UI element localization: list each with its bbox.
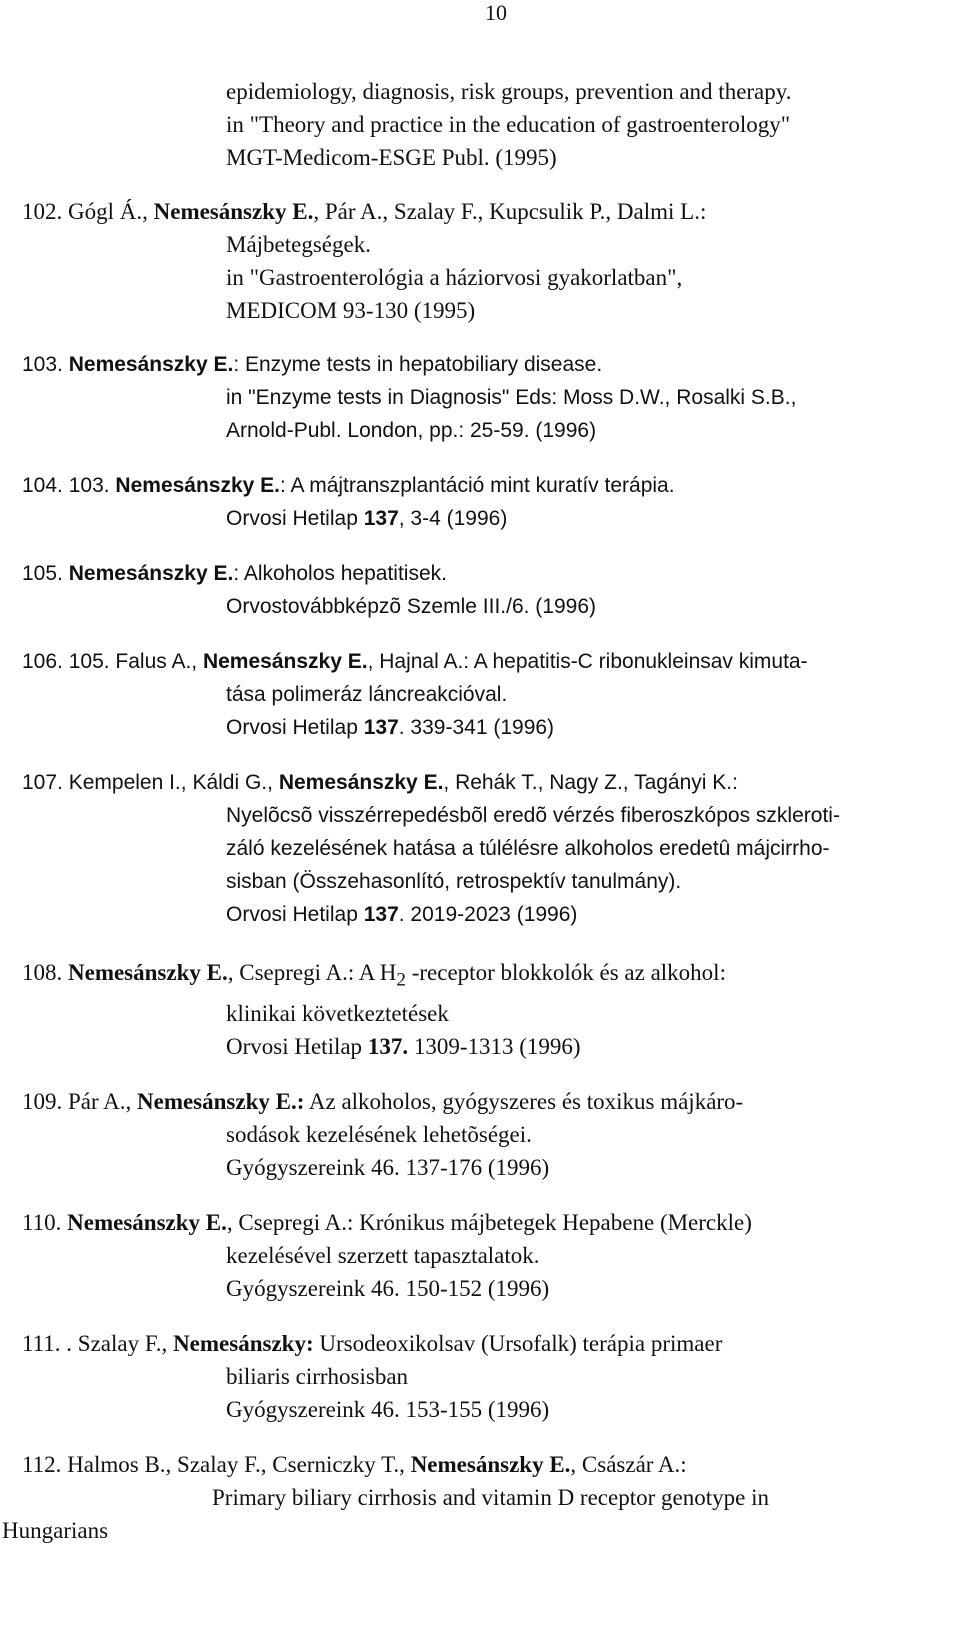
reference-text: , Csepregi A.: Krónikus májbetegek Hepabene (Merckle) bbox=[226, 1210, 752, 1235]
reference-text: Orvosi Hetilap bbox=[226, 1034, 368, 1059]
reference-line bbox=[226, 596, 596, 617]
reference-line bbox=[226, 1123, 532, 1146]
reference-line bbox=[22, 200, 706, 223]
reference-line bbox=[22, 563, 447, 584]
reference-text: in "Gastroenterológia a háziorvosi gyakorlatban", bbox=[226, 265, 683, 290]
reference-line bbox=[2, 1519, 108, 1542]
reference-text: , Császár A.: bbox=[570, 1452, 687, 1477]
page-number: 10 bbox=[485, 0, 507, 25]
reference-line bbox=[226, 387, 796, 408]
reference-text: sisban (Összehasonlító, retrospektív tanulmány). bbox=[226, 870, 682, 893]
reference-line bbox=[22, 475, 675, 496]
reference-text: , 3-4 (1996) bbox=[398, 507, 508, 530]
reference-text: 105. bbox=[22, 562, 69, 585]
author-bold-text: 137 bbox=[363, 903, 399, 926]
author-bold-text: Nemesánszky E. bbox=[278, 771, 444, 794]
reference-text: MEDICOM 93-130 (1995) bbox=[226, 298, 476, 323]
reference-text: Májbetegségek. bbox=[226, 232, 371, 257]
reference-text: 104. 103. bbox=[22, 474, 116, 497]
reference-line bbox=[226, 1156, 549, 1179]
author-bold-text: 137. bbox=[367, 1034, 409, 1059]
reference-line bbox=[226, 420, 596, 441]
reference-text: Ursodeoxikolsav (Ursofalk) terápia primaer bbox=[313, 1331, 723, 1356]
reference-text: 102. Gógl Á., bbox=[22, 199, 154, 224]
reference-text: klinikai következtetések bbox=[226, 1001, 449, 1026]
reference-line bbox=[22, 961, 726, 990]
author-bold-text: 137 bbox=[363, 716, 399, 739]
reference-line bbox=[22, 772, 738, 793]
reference-text: 111. . Szalay F., bbox=[22, 1331, 174, 1356]
reference-text: in "Theory and practice in the education of gastroenterology" bbox=[226, 112, 791, 137]
reference-line bbox=[226, 717, 554, 738]
reference-text: Gyógyszereink 46. 137-176 (1996) bbox=[226, 1155, 550, 1180]
reference-text: 112. Halmos B., Szalay F., Cserniczky T., bbox=[22, 1452, 411, 1477]
reference-text: 1309-1313 (1996) bbox=[408, 1034, 581, 1059]
reference-text: Orvosi Hetilap bbox=[226, 716, 364, 739]
reference-text: tása polimeráz láncreakcióval. bbox=[226, 683, 508, 706]
reference-line bbox=[22, 1332, 722, 1355]
reference-line bbox=[226, 299, 475, 322]
reference-text: , Hajnal A.: A hepatitis-C ribonukleinsav kimuta- bbox=[367, 650, 808, 673]
reference-text: 110. bbox=[22, 1210, 68, 1235]
reference-line bbox=[226, 113, 790, 136]
author-bold-text: Nemesánszky E. bbox=[67, 1210, 227, 1235]
reference-line bbox=[22, 1211, 752, 1234]
reference-text: in "Enzyme tests in Diagnosis" Eds: Moss D.W., Rosalki S.B., bbox=[226, 386, 797, 409]
reference-text: 107. Kempelen I., Káldi G., bbox=[22, 771, 279, 794]
author-bold-text: Nemesánszky E.: bbox=[137, 1089, 305, 1114]
reference-text: Nyelõcsõ visszérrepedésbõl eredõ vérzés fiberoszkópos szkleroti- bbox=[226, 804, 840, 827]
author-bold-text: Nemesánszky E. bbox=[68, 353, 234, 376]
subscript-text: 2 bbox=[396, 969, 406, 991]
reference-text: , Csepregi A.: A H bbox=[227, 960, 397, 985]
reference-text: epidemiology, diagnosis, risk groups, prevention and therapy. bbox=[226, 79, 792, 104]
reference-line bbox=[226, 146, 557, 169]
author-bold-text: Nemesánszky E. bbox=[202, 650, 368, 673]
reference-text: biliaris cirrhosisban bbox=[226, 1364, 409, 1389]
reference-line bbox=[226, 1035, 581, 1058]
author-bold-text: Nemesánszky E. bbox=[153, 199, 314, 224]
reference-text: Orvosi Hetilap bbox=[226, 903, 364, 926]
reference-text: Primary biliary cirrhosis and vitamin D receptor genotype in bbox=[212, 1485, 769, 1510]
reference-line bbox=[226, 80, 792, 103]
reference-line bbox=[212, 1486, 769, 1509]
reference-line bbox=[226, 1244, 540, 1267]
author-bold-text: Nemesánszky E. bbox=[68, 960, 228, 985]
reference-text: 109. Pár A., bbox=[22, 1089, 137, 1114]
reference-text: Orvostovábbképzõ Szemle III./6. (1996) bbox=[226, 595, 597, 618]
reference-text: : Enzyme tests in hepatobiliary disease. bbox=[233, 353, 603, 376]
reference-text: -receptor blokkolók és az alkohol: bbox=[405, 960, 726, 985]
reference-text: Az alkoholos, gyógyszeres és toxikus májkáro- bbox=[304, 1089, 744, 1114]
reference-line bbox=[22, 354, 602, 375]
reference-line bbox=[226, 838, 830, 859]
reference-text: 103. bbox=[22, 353, 69, 376]
reference-line bbox=[226, 1002, 449, 1025]
reference-text: Gyógyszereink 46. 150-152 (1996) bbox=[226, 1276, 550, 1301]
reference-text: . 2019-2023 (1996) bbox=[398, 903, 578, 926]
reference-text: MGT-Medicom-ESGE Publ. (1995) bbox=[226, 145, 557, 170]
reference-line bbox=[22, 1453, 687, 1476]
author-bold-text: Nemesánszky: bbox=[173, 1331, 314, 1356]
reference-line bbox=[226, 266, 682, 289]
reference-text: Arnold-Publ. London, pp.: 25-59. (1996) bbox=[226, 419, 597, 442]
reference-line bbox=[226, 684, 507, 705]
reference-text: : A májtranszplantáció mint kuratív terápia. bbox=[280, 474, 675, 497]
reference-line bbox=[22, 651, 808, 672]
reference-text: , Rehák T., Nagy Z., Tagányi K.: bbox=[443, 771, 738, 794]
author-bold-text: Nemesánszky E. bbox=[115, 474, 281, 497]
author-bold-text: Nemesánszky E. bbox=[410, 1452, 571, 1477]
reference-line bbox=[226, 1365, 408, 1388]
reference-text: Gyógyszereink 46. 153-155 (1996) bbox=[226, 1397, 550, 1422]
reference-text: 106. 105. Falus A., bbox=[22, 650, 203, 673]
reference-text: Orvosi Hetilap bbox=[226, 507, 364, 530]
reference-line bbox=[22, 1090, 743, 1113]
author-bold-text: 137 bbox=[363, 507, 399, 530]
author-bold-text: Nemesánszky E. bbox=[68, 562, 234, 585]
reference-line bbox=[226, 508, 507, 529]
reference-text: , Pár A., Szalay F., Kupcsulik P., Dalmi L.: bbox=[313, 199, 707, 224]
reference-line bbox=[226, 1398, 549, 1421]
reference-text: sodások kezelésének lehetõségei. bbox=[226, 1122, 532, 1147]
reference-line bbox=[226, 904, 577, 925]
reference-text: . 339-341 (1996) bbox=[398, 716, 555, 739]
reference-line bbox=[226, 871, 681, 892]
reference-line bbox=[226, 1277, 549, 1300]
reference-line bbox=[226, 233, 371, 256]
reference-text: 108. bbox=[22, 960, 68, 985]
reference-text: Hungarians bbox=[2, 1518, 109, 1543]
reference-text: kezelésével szerzett tapasztalatok. bbox=[226, 1243, 540, 1268]
reference-line bbox=[226, 805, 840, 826]
reference-text: záló kezelésének hatása a túlélésre alkoholos eredetû májcirrho- bbox=[226, 837, 830, 860]
reference-text: : Alkoholos hepatitisek. bbox=[233, 562, 447, 585]
